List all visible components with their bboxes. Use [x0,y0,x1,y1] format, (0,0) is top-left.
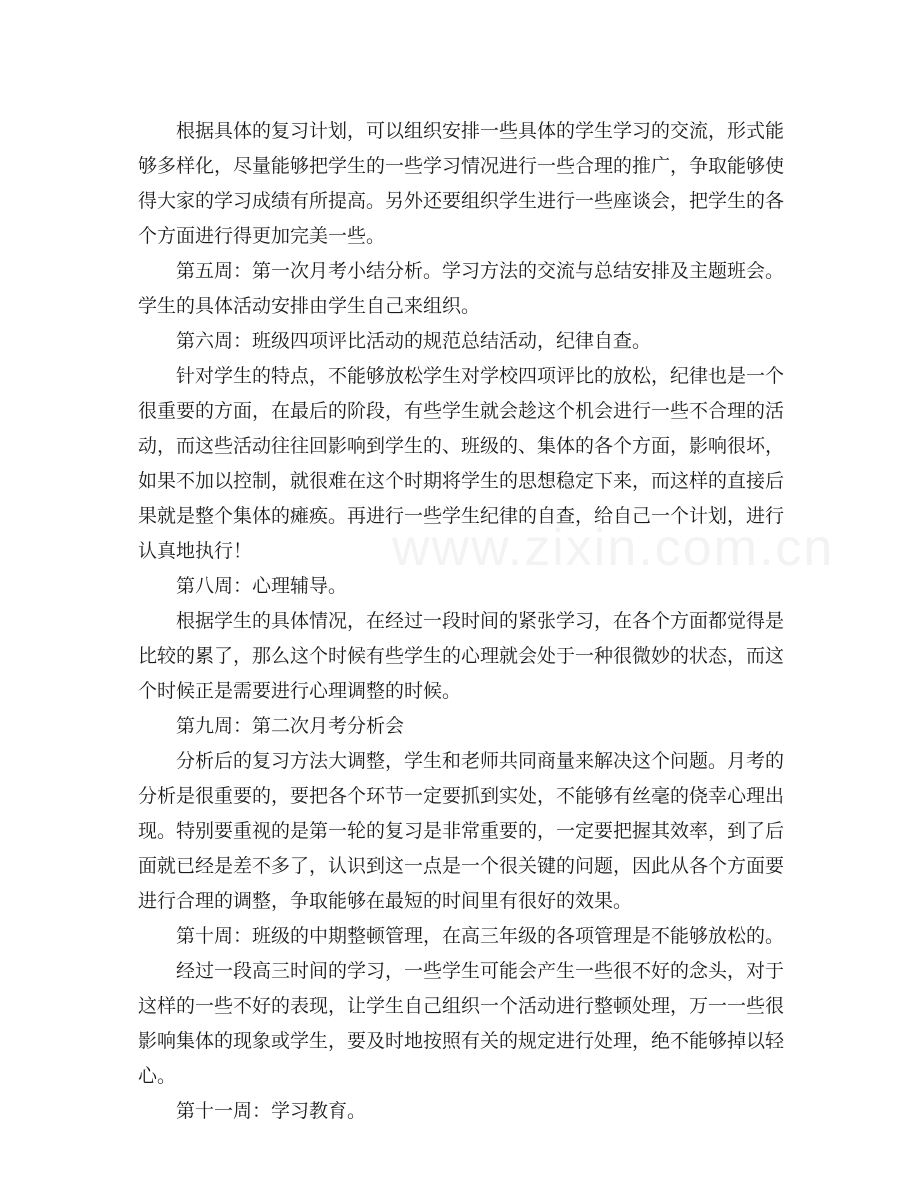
paragraph-week-9: 第九周：第二次月考分析会 [176,715,405,737]
paragraph-discipline: 针对学生的特点，不能够放松学生对学校四项评比的放松，纪律也是一个很重要的方面，在最后的阶段，有些学生就会趁这个机会进行一些不合理的活动，而这些活动往往回影响到学生的、班级的、集体的各个方面，影响很坏，如果不加以控制，就很难在这个时期将学生的思想稳定下来，而这样的直接后果就是整个集体的瘫痪。再进行一些学生纪律的自查，给自己一个计划，进行认真地执行！ [138,365,785,562]
paragraph-week-11: 第十一周：学习教育。 [176,1100,367,1122]
paragraph-week-6: 第六周：班级四项评比活动的规范总结活动，纪律自查。 [176,330,652,352]
paragraph-week-10: 第十周：班级的中期整顿管理，在高三年级的各项管理是不能够放松的。 [176,925,785,947]
paragraph-exam-analysis: 分析后的复习方法大调整，学生和老师共同商量来解决这个问题。月考的分析是很重要的，要把各个环节一定要抓到实处，不能够有丝毫的侥幸心理出现。特别要重视的是第一轮的复习是非常重要的，一定要把握其效率，到了后面就已经是差不多了，认识到这一点是一个很关键的问题，因此从各个方面要进行合理的调整，争取能够在最短的时间里有很好的效果。 [138,750,785,912]
paragraph-psychology: 根据学生的具体情况，在经过一段时间的紧张学习，在各个方面都觉得是比较的累了，那么这个时候有些学生的心理就会处于一种很微妙的状态，而这个时候正是需要进行心理调整的时候。 [138,610,785,702]
document-body [138,114,784,1129]
watermark: www.zixin.com.cn [392,519,835,577]
paragraph-review-plan: 根据具体的复习计划，可以组织安排一些具体的学生学习的交流，形式能够多样化，尽量能够把学生的一些学习情况进行一些合理的推广，争取能够使得大家的学习成绩有所提高。另外还要组织学生进行一些座谈会，把学生的各个方面进行得更加完美一些。 [138,120,785,247]
paragraph-week-8: 第八周：心理辅导。 [176,575,348,597]
paragraph-rectification: 经过一段高三时间的学习，一些学生可能会产生一些很不好的念头，对于这样的一些不好的表现，让学生自己组织一个活动进行整顿处理，万一一些很影响集体的现象或学生，要及时地按照有关的规定进行处理，绝不能够掉以轻心。 [138,960,785,1087]
paragraph-week-5: 第五周：第一次月考小结分析。学习方法的交流与总结安排及主题班会。 学生的具体活动安排由学生自己来组织。 [138,260,785,317]
